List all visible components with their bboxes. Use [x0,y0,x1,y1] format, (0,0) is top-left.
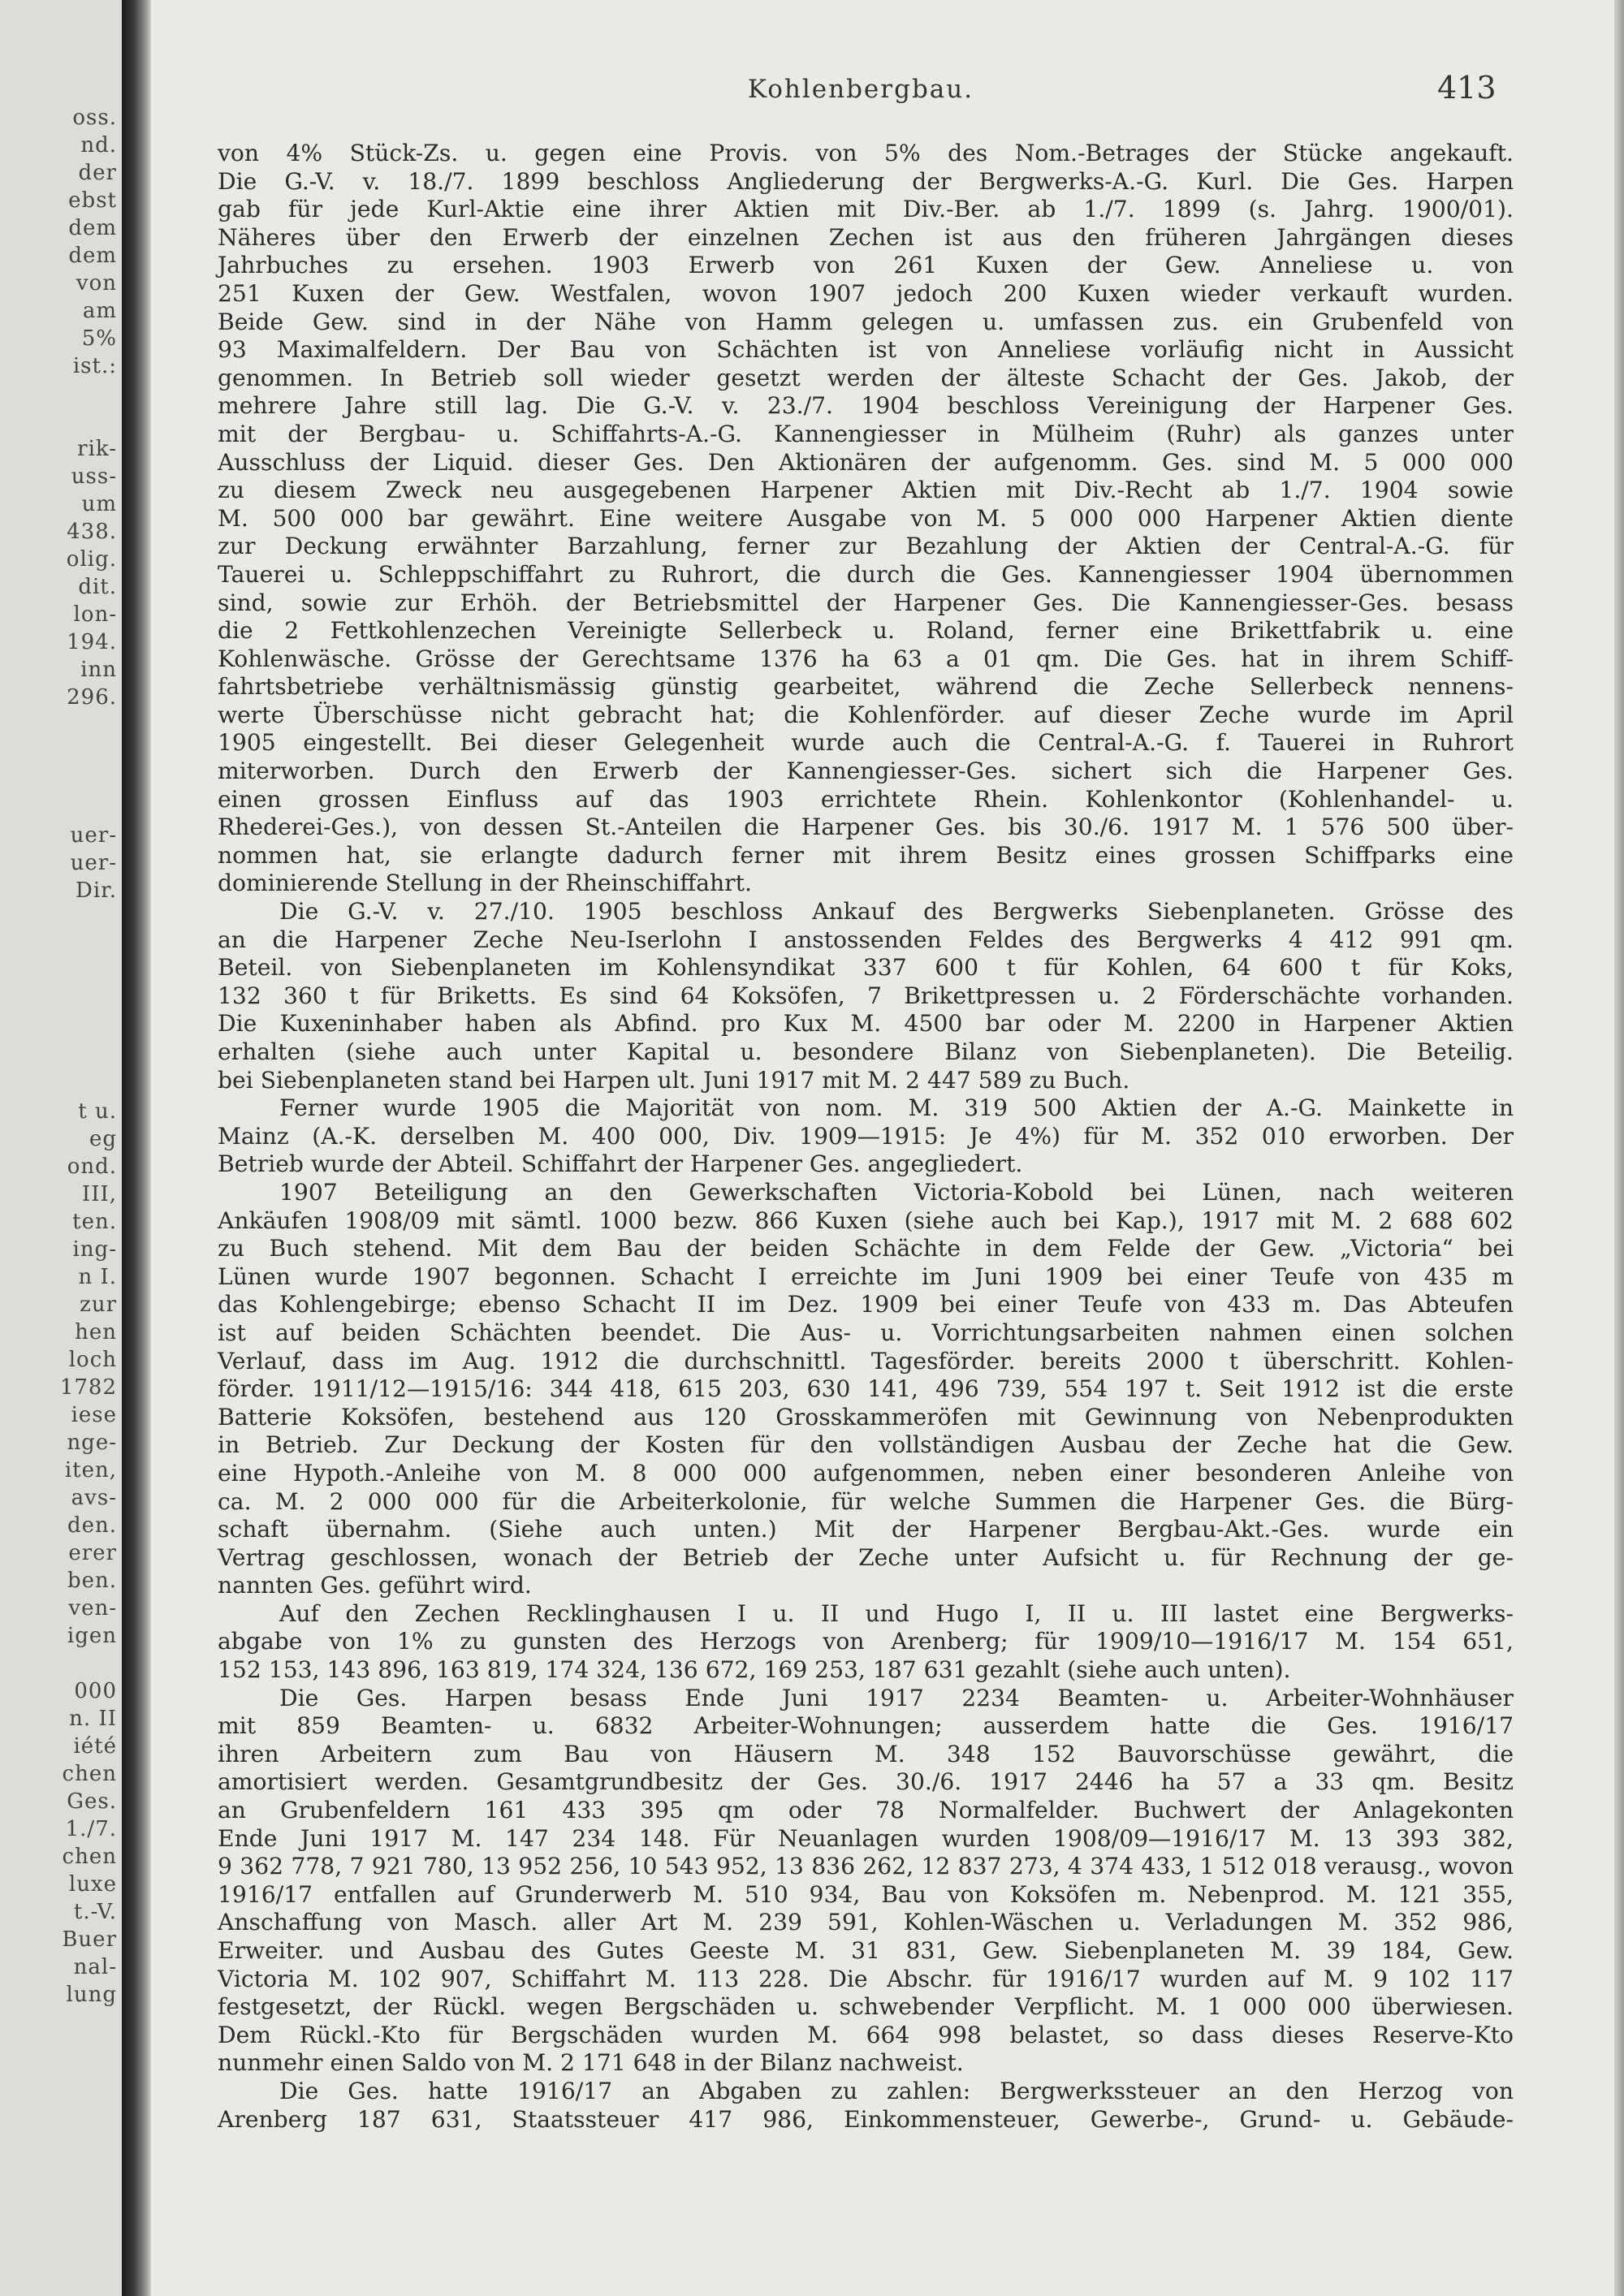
facing-page-text-fragment: olig. [66,547,117,572]
text-line: Näheres über den Erwerb der einzelnen Zechen ist aus den früheren Jahrgängen dieses [218,223,1514,251]
facing-page-text-fragment: von [76,271,117,296]
running-header-title: Kohlenbergbau. [747,75,974,104]
text-line: Erweiter. und Ausbau des Gutes Geeste M. 31 831, Gew. Siebenplaneten M. 39 184, Gew. [218,1937,1514,1964]
text-line: Victoria M. 102 907, Schiffahrt M. 113 228. Die Abschr. für 1916/17 wurden auf M. 9 102 117 [218,1965,1514,1992]
text-line: Dem Rückl.-Kto für Bergschäden wurden M. 664 998 belastet, so dass dieses Reserve-Kto [218,2021,1514,2048]
facing-page-text-fragment: dit. [78,575,117,599]
facing-page-text-fragment: 5% [81,326,117,351]
body-text [218,140,1514,2134]
text-line: Ende Juni 1917 M. 147 234 148. Für Neuanlagen wurden 1908/09—1916/17 M. 13 393 382, [218,1824,1514,1852]
facing-page-text-fragment: t.-V. [73,1900,117,1924]
text-line: 1907 Beteiligung an den Gewerkschaften Victoria-Kobold bei Lünen, nach weiteren [279,1178,1514,1206]
text-line: zu Buch stehend. Mit dem Bau der beiden Schächte in dem Felde der Gew. „Victoria“ bei [218,1235,1514,1262]
text-line: Beteil. von Siebenplaneten im Kohlensyndikat 337 600 t für Kohlen, 64 600 t für Koks, [218,954,1514,982]
text-line: amortisiert werden. Gesamtgrundbesitz der Ges. 30./6. 1917 2446 ha 57 a 33 qm. Besitz [218,1768,1514,1796]
facing-page-text-fragment: n. II [69,1707,117,1731]
facing-page-text-fragment: ond. [67,1154,117,1179]
text-line: zur Deckung erwähnter Barzahlung, ferner zur Bezahlung der Aktien der Central-A.-G. für [218,533,1514,560]
text-line: Verlauf, dass im Aug. 1912 die durchschnittl. Tagesförder. bereits 2000 t überschritt. Kohlen- [218,1347,1514,1375]
facing-page-text-fragment: rik- [77,437,117,461]
text-line: 152 153, 143 896, 163 819, 174 324, 136 672, 169 253, 187 631 gezahlt (siehe auch unten). [218,1656,1291,1684]
facing-page-text-fragment: t u. [78,1099,117,1124]
facing-page-text-fragment: iété [73,1734,117,1759]
text-line: abgabe von 1% zu gunsten des Herzogs von Arenberg; für 1909/10—1916/17 M. 154 651, [218,1628,1514,1655]
text-line: Die G.-V. v. 27./10. 1905 beschloss Ankauf des Bergwerks Siebenplaneten. Grösse des [279,898,1514,926]
facing-page-text-fragment: eg [89,1127,117,1151]
facing-page-text-fragment: ing- [72,1237,117,1262]
text-line: Batterie Koksöfen, bestehend aus 120 Grosskammeröfen mit Gewinnung von Nebenprodukten [218,1403,1514,1431]
text-line: Lünen wurde 1907 begonnen. Schacht I erreichte im Juni 1909 bei einer Teufe von 435 m [218,1262,1514,1290]
text-line: 132 360 t für Briketts. Es sind 64 Koksöfen, 7 Brikettpressen u. 2 Förderschächte vorhanden. [218,982,1514,1009]
facing-page-text-fragment: igen [67,1624,117,1648]
facing-page-text-fragment: luxe [68,1872,117,1897]
facing-page-text-fragment: n I. [78,1265,117,1289]
facing-page-text-fragment: uer- [70,823,117,848]
text-line: schaft übernahm. (Siehe auch unten.) Mit der Harpener Bergbau-Akt.-Ges. wurde ein [218,1516,1514,1543]
page-gutter [122,0,151,2296]
text-line: festgesetzt, der Rückl. wegen Bergschäden u. schwebender Verpflicht. M. 1 000 000 überwiesen. [218,1993,1514,2021]
text-line: mit der Bergbau- u. Schiffahrts-A.-G. Kannengiesser in Mülheim (Ruhr) als ganzes unter [218,420,1514,447]
facing-page-text-fragment: uss- [71,464,117,489]
text-line: fahrtsbetriebe verhältnismässig günstig gearbeitet, während die Zeche Sellerbeck nennens- [218,673,1514,701]
facing-page-text-fragment: ben. [67,1569,117,1593]
text-line: an Grubenfeldern 161 433 395 qm oder 78 Normalfelder. Buchwert der Anlagekonten [218,1797,1514,1824]
text-line: Tauerei u. Schleppschiffahrt zu Ruhrort, die durch die Ges. Kannengiesser 1904 übernommen [218,560,1514,588]
facing-page-text-fragment: lung [66,1983,117,2007]
text-line: Die Kuxeninhaber haben als Abfind. pro Kux M. 4500 bar oder M. 2200 in Harpener Aktien [218,1010,1514,1038]
text-line: 1916/17 entfallen auf Grunderwerb M. 510 934, Bau von Koksöfen m. Nebenprod. M. 121 355, [218,1880,1514,1908]
text-line: das Kohlengebirge; ebenso Schacht II im Dez. 1909 bei einer Teufe von 433 m. Das Abteufen [218,1291,1514,1318]
text-line: genommen. In Betrieb soll wieder gesetzt werden der älteste Schacht der Ges. Jakob, der [218,364,1514,391]
text-line: Mainz (A.-K. derselben M. 400 000, Div. 1909—1915: Je 4%) für M. 352 010 erworben. Der [218,1122,1514,1150]
text-line: nannten Ges. geführt wird. [218,1572,532,1599]
facing-page-text-fragment: uer- [70,851,117,875]
facing-page-text-fragment: 000 [74,1679,117,1703]
facing-page-text-fragment: iese [71,1403,117,1427]
text-line: Rhederei-Ges.), von dessen St.-Anteilen die Harpener Ges. bis 30./6. 1917 M. 1 576 500 über- [218,814,1514,841]
text-line: Ausschluss der Liquid. dieser Ges. Den Aktionären der aufgenomm. Ges. sind M. 5 000 000 [218,448,1514,476]
page-number: 413 [1437,70,1497,106]
text-line: erhalten (siehe auch unter Kapital u. besondere Bilanz von Siebenplaneten). Die Beteilig. [218,1038,1514,1065]
text-line: Anschaffung von Masch. aller Art M. 239 591, Kohlen-Wäschen u. Verladungen M. 352 986, [218,1909,1514,1936]
text-line: 1905 eingestellt. Bei dieser Gelegenheit wurde auch die Central-A.-G. f. Tauerei in Ruhrort [218,729,1514,757]
text-line: Arenberg 187 631, Staatssteuer 417 986, Einkommensteuer, Gewerbe-, Grund- u. Gebäude- [218,2105,1514,2133]
facing-page-text-fragment: am [82,299,117,323]
text-line: 93 Maximalfeldern. Der Bau von Schächten ist von Anneliese vorläufig nicht in Aussicht [218,336,1514,364]
facing-page-text-fragment: nal- [73,1955,117,1979]
text-line: 9 362 778, 7 921 780, 13 952 256, 10 543 952, 13 836 262, 12 837 273, 4 374 433, 1 512 018 verausg., wovon [218,1853,1514,1880]
facing-page-text-fragment: zur [80,1293,117,1317]
text-line: ist auf beiden Schächten beendet. Die Aus- u. Vorrichtungsarbeiten nahmen einen solchen [218,1318,1514,1346]
facing-page-text-fragment: ist.: [72,354,117,378]
facing-page-text-fragment: chen [62,1762,117,1786]
text-line: ca. M. 2 000 000 für die Arbeiterkolonie, für welche Summen die Harpener Ges. die Bürg- [218,1487,1514,1515]
text-line: eine Hypoth.-Anleihe von M. 8 000 000 aufgenommen, neben einer besonderen Anleihe von [218,1459,1514,1487]
facing-page-text-fragment: erer [68,1541,117,1565]
text-line: Jahrbuches zu ersehen. 1903 Erwerb von 261 Kuxen der Gew. Anneliese u. von [218,252,1514,279]
text-line: werte Überschüsse nicht gebracht hat; die Kohlenförder. auf dieser Zeche wurde im April [218,701,1514,728]
facing-page-text-fragment: 438. [67,520,117,544]
text-line: ihren Arbeitern zum Bau von Häusern M. 348 152 Bauvorschüsse gewährt, die [218,1740,1514,1767]
text-line: nunmehr einen Saldo von M. 2 171 648 in der Bilanz nachweist. [218,2049,964,2077]
facing-page-text-fragment: nge- [67,1431,117,1455]
facing-page-text-fragment: 194. [67,630,117,654]
text-line: Ferner wurde 1905 die Majorität von nom. M. 319 500 Aktien der A.-G. Mainkette in [279,1094,1514,1122]
text-line: Ankäufen 1908/09 mit sämtl. 1000 bezw. 866 Kuxen (siehe auch bei Kap.), 1917 mit M. 2 688 602 [218,1206,1514,1234]
facing-page-fragment [0,0,122,2296]
text-line: von 4% Stück-Zs. u. gegen eine Provis. von 5% des Nom.-Betrages der Stücke angekauft. [218,140,1514,166]
text-line: Beide Gew. sind in der Nähe von Hamm gelegen u. umfassen zus. ein Grubenfeld von [218,308,1514,335]
facing-page-text-fragment: der [78,161,117,185]
text-line: einen grossen Einfluss auf das 1903 errichtete Rhein. Kohlenkontor (Kohlenhandel- u. [218,785,1514,813]
text-line: die 2 Fettkohlenzechen Vereinigte Sellerbeck u. Roland, ferner eine Brikettfabrik u. eine [218,617,1514,645]
text-line: nommen hat, sie erlangte dadurch ferner mit ihrem Besitz eines grossen Schiffparks eine [218,841,1514,869]
text-line: dominierende Stellung in der Rheinschiffahrt. [218,870,752,897]
text-line: bei Siebenplaneten stand bei Harpen ult. Juni 1917 mit M. 2 447 589 zu Buch. [218,1066,1130,1094]
facing-page-text-fragment: 296. [67,685,117,710]
facing-page-text-fragment: um [81,492,117,516]
text-line: in Betrieb. Zur Deckung der Kosten für den vollständigen Ausbau der Zeche hat die Gew. [218,1431,1514,1459]
page-edge [1614,0,1624,2296]
text-line: Vertrag geschlossen, wonach der Betrieb der Zeche unter Aufsicht u. für Rechnung der ge- [218,1543,1514,1571]
text-line: Die Ges. hatte 1916/17 an Abgaben zu zahlen: Bergwerkssteuer an den Herzog von [279,2077,1514,2104]
facing-page-text-fragment: nd. [80,133,117,158]
facing-page-text-fragment: inn [80,658,117,682]
facing-page-text-fragment: dem [68,244,117,268]
facing-page-text-fragment: III, [81,1182,117,1206]
facing-page-text-fragment: oss. [72,106,117,130]
text-line: M. 500 000 bar gewährt. Eine weitere Ausgabe von M. 5 000 000 Harpener Aktien diente [218,504,1514,532]
text-line: Kohlenwäsche. Grösse der Gerechtsame 1376 ha 63 a 01 qm. Die Ges. hat in ihrem Schiff- [218,645,1514,672]
facing-page-text-fragment: Ges. [67,1789,117,1814]
text-line: förder. 1911/12—1915/16: 344 418, 615 203, 630 141, 496 739, 554 197 t. Seit 1912 ist die erste [218,1375,1514,1403]
text-line: 251 Kuxen der Gew. Westfalen, wovon 1907 jedoch 200 Kuxen wieder verkauft wurden. [218,279,1514,307]
facing-page-text-fragment: ven- [68,1596,117,1621]
text-line: sind, sowie zur Erhöh. der Betriebsmittel der Harpener Ges. Die Kannengiesser-Ges. besass [218,589,1514,616]
facing-page-text-fragment: 1./7. [65,1817,117,1841]
text-line: mehrere Jahre still lag. Die G.-V. v. 23./7. 1904 beschloss Vereinigung der Harpener Ges. [218,392,1514,420]
text-line: Die G.-V. v. 18./7. 1899 beschloss Angliederung der Bergwerks-A.-G. Kurl. Die Ges. Harpen [218,167,1514,195]
facing-page-text-fragment: iten, [64,1458,117,1482]
facing-page-text-fragment: lon- [73,602,117,627]
facing-page-text-fragment: Buer [62,1927,117,1952]
text-line: an die Harpener Zeche Neu-Iserlohn I anstossenden Feldes des Bergwerks 4 412 991 qm. [218,926,1514,953]
facing-page-text-fragment: 1782 [59,1375,117,1400]
facing-page-text-fragment: chen [62,1845,117,1869]
text-line: gab für jede Kurl-Aktie eine ihrer Aktien mit Div.-Ber. ab 1./7. 1899 (s. Jahrg. 1900/01). [218,196,1514,223]
facing-page-text-fragment: hen [75,1320,117,1344]
text-line: mit 859 Beamten- u. 6832 Arbeiter-Wohnungen; ausserdem hatte die Ges. 1916/17 [218,1712,1514,1740]
text-line: Die Ges. Harpen besass Ende Juni 1917 2234 Beamten- u. Arbeiter-Wohnhäuser [279,1684,1514,1711]
text-line: Betrieb wurde der Abteil. Schiffahrt der Harpener Ges. angegliedert. [218,1150,1023,1178]
facing-page-text-fragment: ten. [72,1210,117,1234]
facing-page-text-fragment: den. [67,1513,117,1538]
facing-page-text-fragment: dem [68,216,117,240]
facing-page-text-fragment: ebst [68,188,117,213]
text-line: Auf den Zechen Recklinghausen I u. II und Hugo I, II u. III lastet eine Bergwerks- [279,1599,1514,1627]
facing-page-text-fragment: Dir. [76,878,117,903]
facing-page-text-fragment: loch [68,1348,117,1372]
text-line: zu diesem Zweck neu ausgegebenen Harpener Aktien mit Div.-Recht ab 1./7. 1904 sowie [218,477,1514,504]
text-line: miterworben. Durch den Erwerb der Kannengiesser-Ges. sichert sich die Harpener Ges. [218,757,1514,785]
facing-page-text-fragment: avs- [71,1486,117,1510]
